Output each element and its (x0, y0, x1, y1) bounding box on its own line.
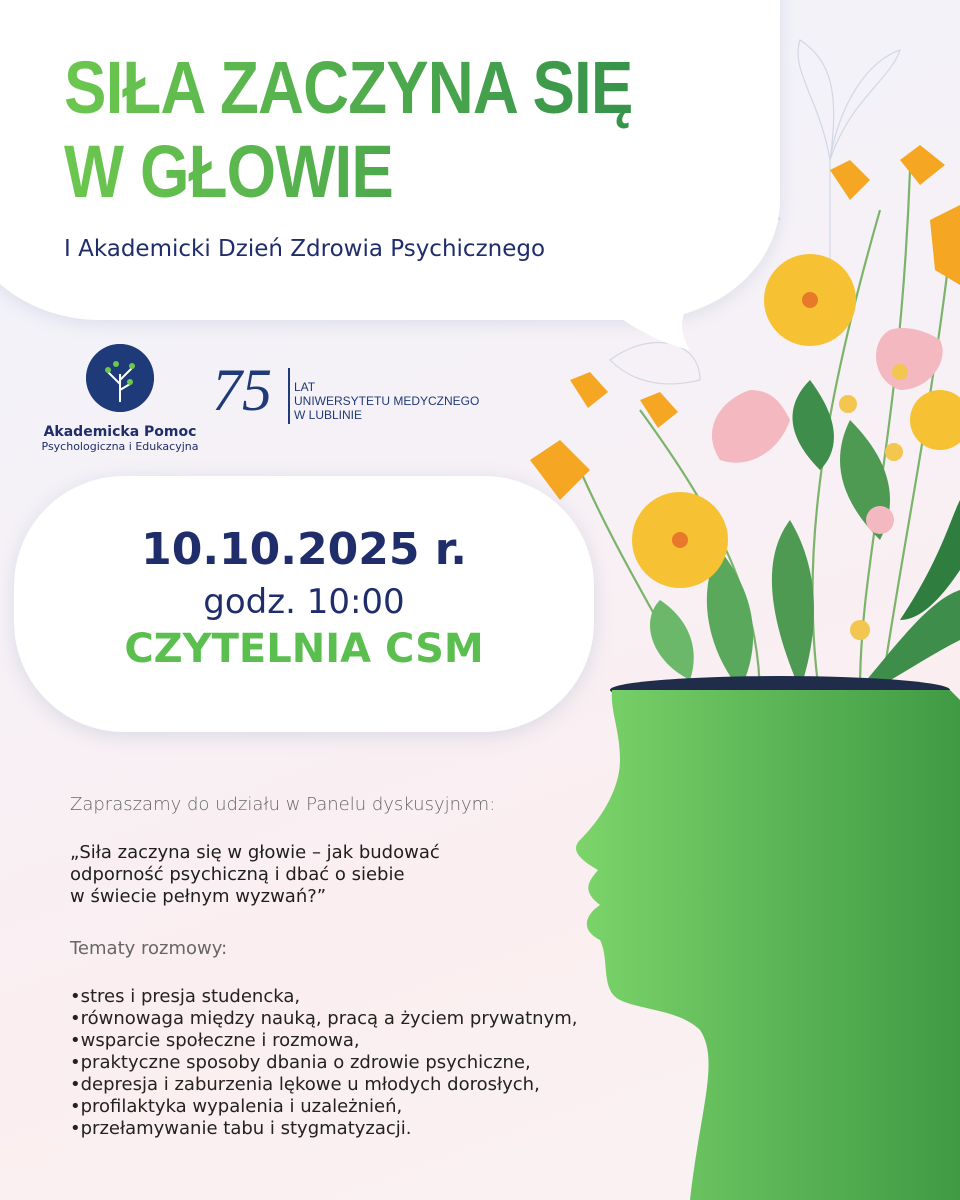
list-item: •depresja i zaburzenia lękowe u młodych dorosłych, (70, 1074, 540, 1095)
event-hour: godz. 10:00 (203, 582, 405, 622)
quote-line-1: „Siła zaczyna się w głowie – jak budować (70, 842, 440, 863)
event-description (70, 794, 710, 1140)
logo-text-line-2: UNIWERSYTETU MEDYCZNEGO (294, 394, 480, 408)
title-line-2: W GŁOWIE (64, 130, 718, 214)
title-bubble-tail (560, 260, 730, 350)
apie-logo-subtitle: Psychologiczna i Edukacyjna (41, 440, 199, 453)
anniversary-number: 75 (212, 357, 272, 423)
topics-list (70, 986, 710, 1140)
title-line-1: SIŁA ZACZYNA SIĘ (64, 46, 718, 130)
list-item: •profilaktyka wypalenia i uzależnień, (70, 1096, 403, 1117)
logo-text-line-1: LAT (294, 380, 316, 394)
logo-divider (288, 368, 290, 424)
event-date: 10.10.2025 r. (141, 524, 467, 575)
apie-logo (40, 344, 200, 453)
list-item: •praktyczne sposoby dbania o zdrowie psychiczne, (70, 1052, 531, 1073)
page-subtitle: I Akademicki Dzień Zdrowia Psychicznego (64, 236, 546, 262)
quote-line-3: w świecie pełnym wyzwań?” (70, 886, 327, 907)
list-item: •stres i presja studencka, (70, 986, 301, 1007)
event-place: CZYTELNIA CSM (124, 626, 484, 672)
logo-text-line-3: W LUBLINIE (294, 408, 363, 422)
list-item: •wsparcie społeczne i rozmowa, (70, 1030, 360, 1051)
umlub-anniversary-logo (212, 357, 502, 430)
quote-line-2: odporność psychiczną i dbać o siebie (70, 864, 405, 885)
apie-logo-name: Akademicka Pomoc (43, 424, 197, 440)
list-item: •równowaga między nauką, pracą a życiem prywatnym, (70, 1008, 578, 1029)
topics-heading: Tematy rozmowy: (70, 938, 228, 959)
page-title (64, 46, 718, 214)
list-item: •przełamywanie tabu i stygmatyzacji. (70, 1118, 412, 1139)
invite-text: Zapraszamy do udziału w Panelu dyskusyjnym: (70, 794, 496, 815)
tree-icon (86, 344, 154, 412)
panel-title-quote (70, 842, 710, 908)
